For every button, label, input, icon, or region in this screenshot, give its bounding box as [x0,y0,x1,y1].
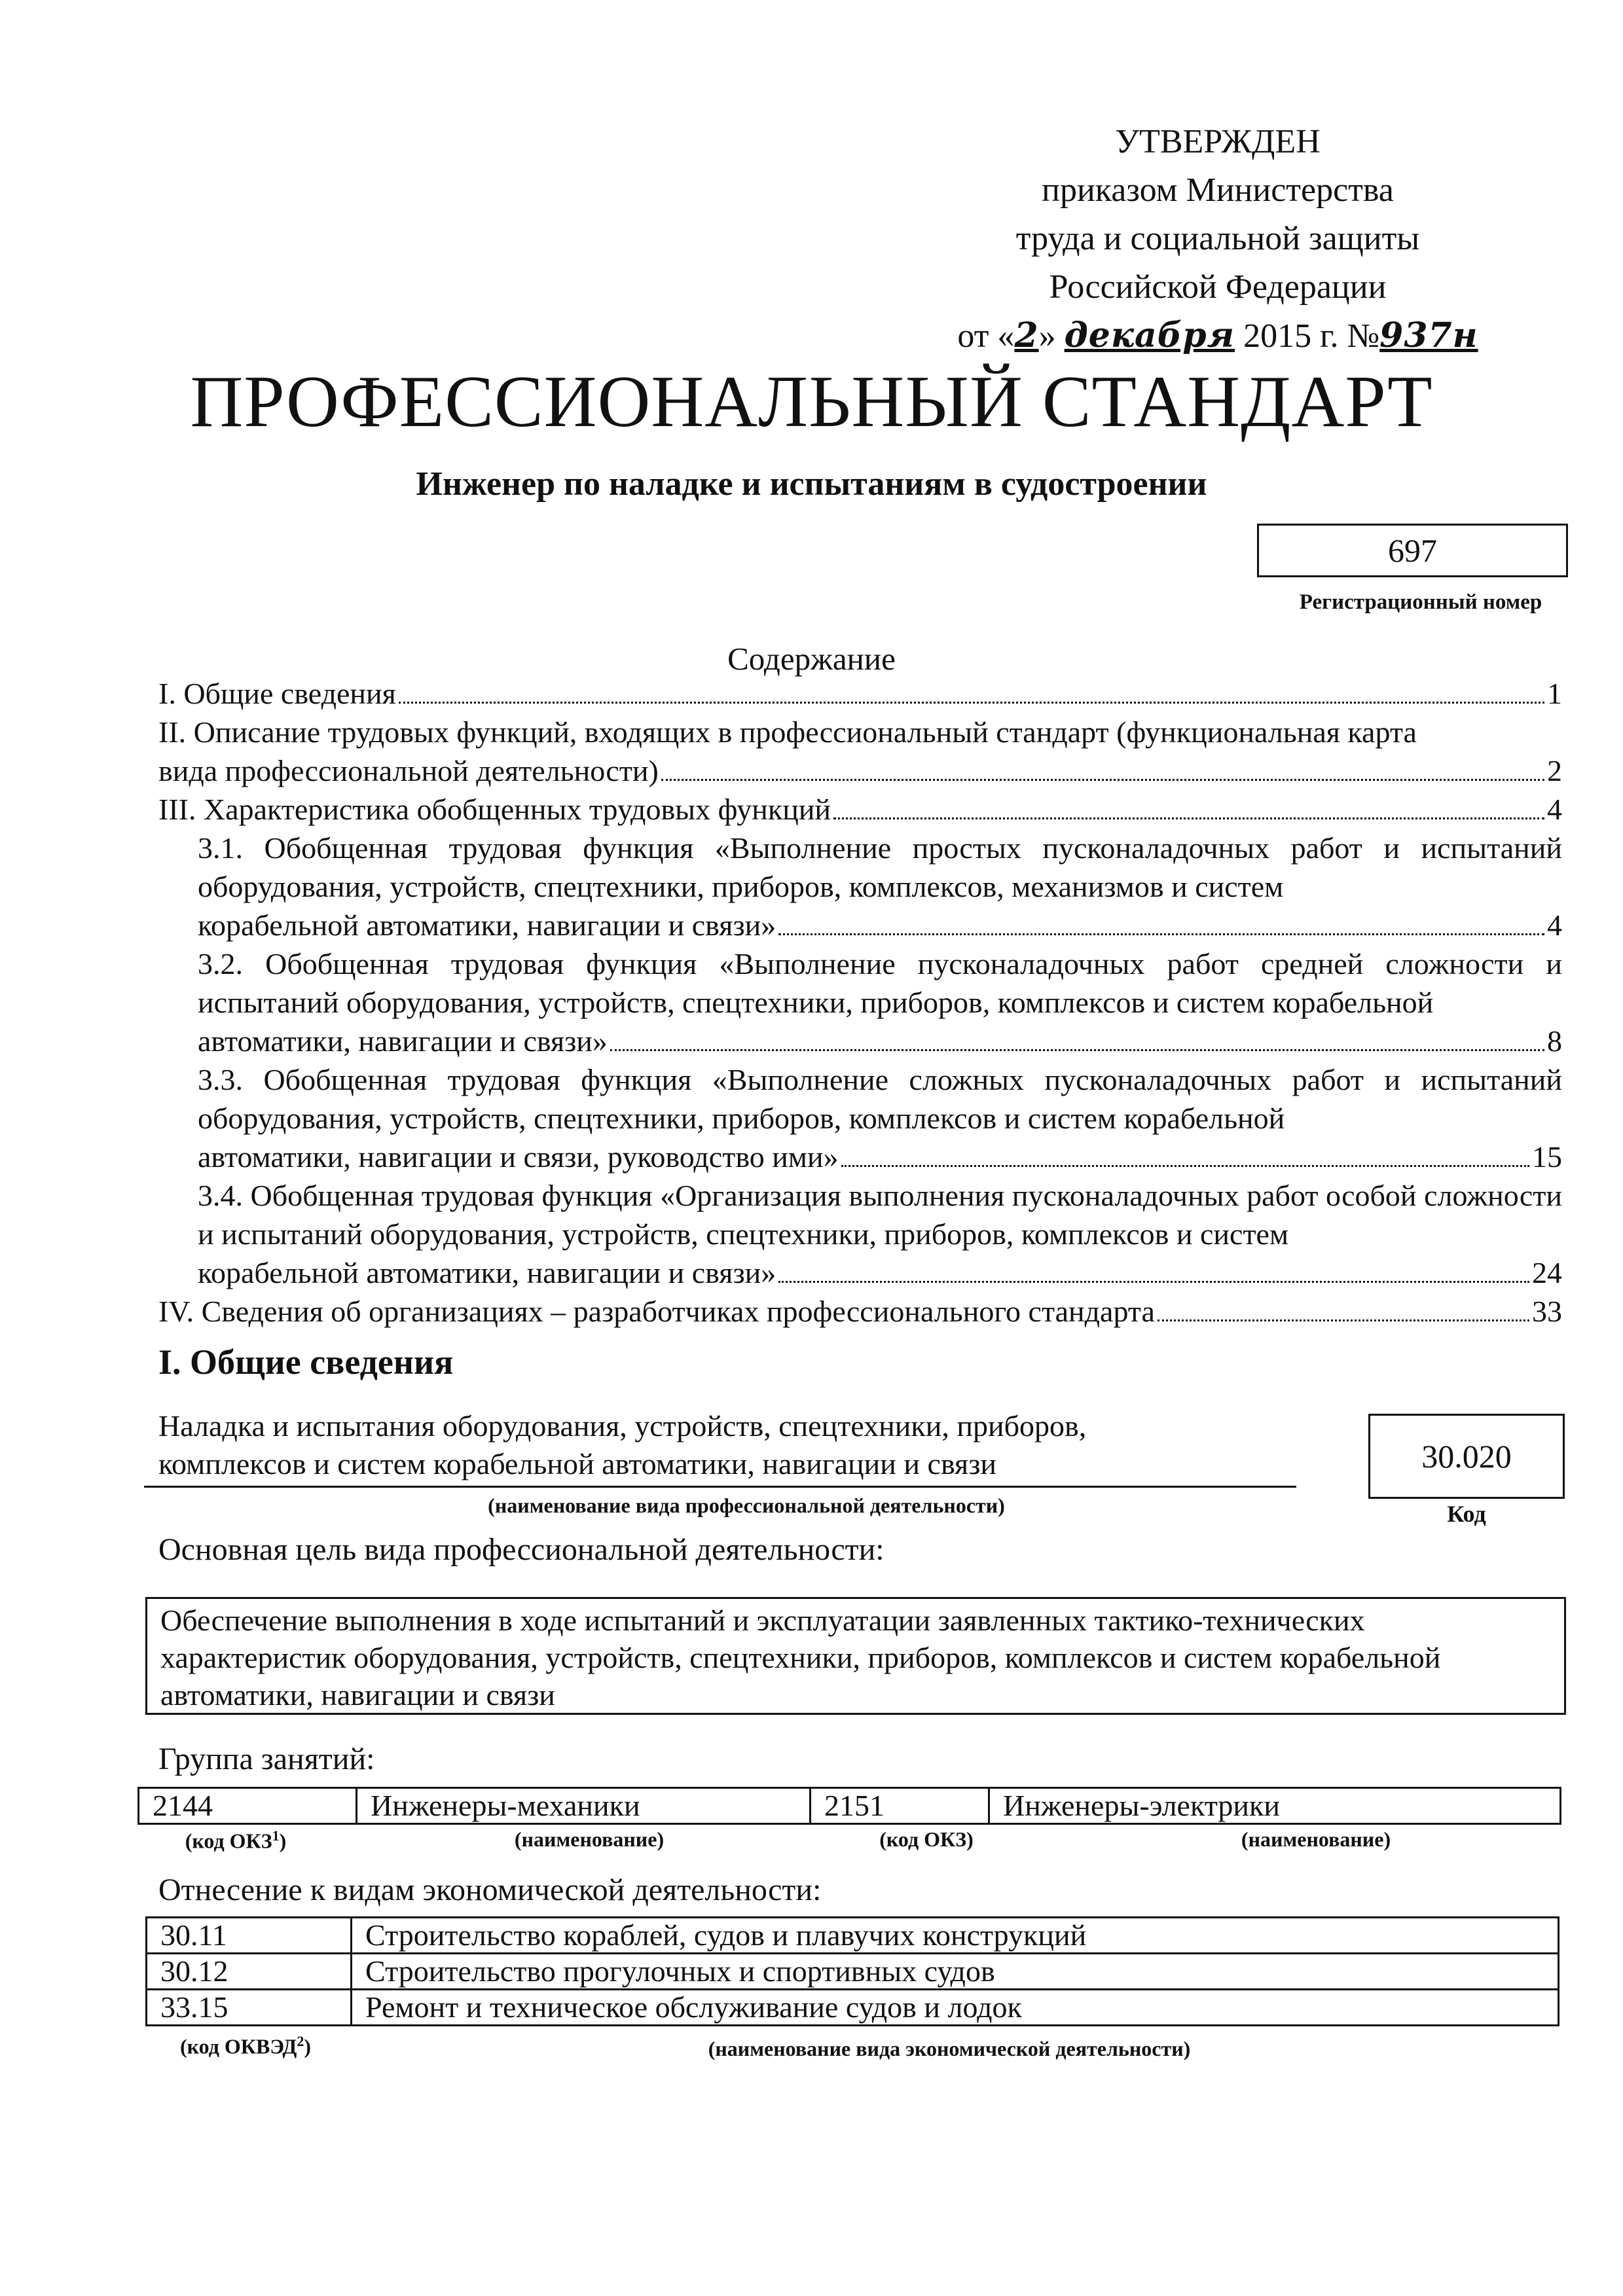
econ-code-cell: 33.15 [147,1990,352,2026]
econ-code-cell: 30.12 [147,1954,352,1990]
toc-entry-page: 4 [1547,793,1562,826]
toc-entry-text-end: корабельной автоматики, навигации и связи» [198,1256,776,1289]
document-subtitle: Инженер по наладке и испытаниям в судостроении [416,465,1207,503]
group-name-caption: (наименование) [1241,1827,1391,1851]
toc-entry-page: 2 [1547,754,1562,787]
group-code-cell: 2151 [811,1788,989,1824]
activity-line: комплексов и систем корабельной автоматики, навигации и связи [158,1447,997,1480]
econ-name-cell: Строительство прогулочных и спортивных судов [352,1954,1559,1990]
toc-entry-text-end: автоматики, навигации и связи, руководство ими» [198,1140,839,1174]
toc-entry[interactable] [158,790,1562,829]
approval-ministry: труда и социальной защиты [1015,220,1420,257]
footnote-mark: 2 [297,2033,304,2049]
activity-name [158,1407,1298,1483]
toc-entry[interactable] [158,944,1562,1060]
toc-entry-text: I. Общие сведения [158,677,396,710]
toc-entry[interactable] [158,713,1562,790]
toc-entry-page: 8 [1547,1024,1562,1058]
document-title: ПРОФЕССИОНАЛЬНЫЙ СТАНДАРТ [190,361,1433,442]
toc-entry-text: 3.4. Обобщенная трудовая функция «Организация выполнения пусконаладочных работ особой сложности и испытаний оборудования, устройств, спецтехники, приборов, комплексов и систем [198,1179,1562,1251]
date-month: декабря [1064,315,1235,355]
toc-entry-page: 1 [1547,677,1562,710]
toc-entry-text: III. Характеристика обобщенных трудовых функций [158,793,831,826]
date-prefix: от « [957,317,1015,355]
registration-number-box: 697 [1257,524,1568,577]
toc-entry-text: 3.3. Обобщенная трудовая функция «Выполнение сложных пусконаладочных работ и испытаний оборудования, устройств, спецтехники, приборов, комплексов и систем корабельной [198,1063,1562,1135]
toc-entry-text-end: корабельной автоматики, навигации и связи» [198,908,776,942]
date-day: 2 [1014,315,1039,355]
toc-entry[interactable] [158,674,1562,713]
approval-country: Российской Федерации [1049,268,1387,306]
toc-entry-text: II. Описание трудовых функций, входящих в профессиональный стандарт (функциональная карта [158,715,1417,749]
group-name-caption: (наименование) [514,1827,665,1851]
registration-number-label: Регистрационный номер [1299,590,1542,614]
econ-name-caption: (наименование вида экономической деятельности) [708,2037,1191,2060]
table-row [139,1788,1561,1824]
approval-order: приказом Министерства [1042,171,1394,209]
toc-entry-page: 33 [1532,1295,1562,1328]
goal-label: Основная цель вида профессиональной деятельности: [158,1532,884,1567]
toc-entry-page: 24 [1532,1256,1562,1289]
toc-entry-page: 4 [1547,908,1562,942]
date-year: 2015 г. № [1235,317,1380,355]
activity-underline [144,1486,1296,1488]
activity-caption: (наименование вида профессиональной деятельности) [488,1494,1005,1517]
table-row [147,1954,1559,1990]
occupation-group-table [137,1787,1561,1825]
activity-code-caption: Код [1447,1501,1486,1527]
econ-code-cell: 30.11 [147,1918,352,1954]
toc-entry[interactable] [158,1292,1562,1331]
group-name-cell: Инженеры-механики [357,1788,811,1824]
footnote-mark: 1 [272,1827,280,1844]
toc-title: Содержание [727,641,896,677]
date-mid: » [1038,317,1065,355]
activity-code-box: 30.020 [1368,1414,1565,1499]
group-name-cell: Инженеры-электрики [989,1788,1561,1824]
toc-entry[interactable] [158,1060,1562,1176]
group-code-caption: (код ОКЗ$^1$) [185,1827,287,1853]
approval-date [903,312,1532,361]
goal-box: Обеспечение выполнения в ходе испытаний и эксплуатации заявленных тактико-технических характеристик оборудования, устройств, спецтехники, приборов, комплексов и систем корабельной автоматики, навигации и связи [145,1597,1566,1715]
toc-entry-text: 3.2. Обобщенная трудовая функция «Выполнение пусконаладочных работ средней сложности и испытаний оборудования, устройств, спецтехники, приборов, комплексов и систем корабельной [198,947,1562,1019]
toc-entry-text: 3.1. Обобщенная трудовая функция «Выполнение простых пусконаладочных работ и испытаний оборудования, устройств, спецтехники, приборов, комплексов, механизмов и систем [198,831,1562,903]
group-code-cell: 2144 [139,1788,357,1824]
group-code-caption: (код ОКЗ) [879,1827,974,1851]
econ-label: Отнесение к видам экономической деятельности: [158,1873,822,1907]
approval-title: УТВЕРЖДЕН [1115,123,1321,160]
group-label: Группа занятий: [158,1742,375,1776]
econ-name-cell: Строительство кораблей, судов и плавучих конструкций [352,1918,1559,1954]
toc-entry-text: IV. Сведения об организациях – разработчиках профессионального стандарта [158,1295,1155,1328]
table-row [147,1918,1559,1954]
toc-entry-page: 15 [1532,1140,1562,1174]
toc-entry[interactable] [158,829,1562,944]
econ-code-caption: (код ОКВЭД$^2$) [179,2033,312,2058]
section-heading: I. Общие сведения [158,1342,454,1382]
approval-block [903,118,1532,361]
table-of-contents [158,674,1562,1331]
order-number: 937н [1379,315,1478,355]
econ-activity-table [145,1916,1559,2026]
toc-entry-text-end: вида профессиональной деятельности) [158,754,659,787]
econ-name-cell: Ремонт и техническое обслуживание судов и лодок [352,1990,1559,2026]
toc-entry-text-end: автоматики, навигации и связи» [198,1024,608,1058]
table-row [147,1990,1559,2026]
activity-line: Наладка и испытания оборудования, устройств, спецтехники, приборов, [158,1409,1087,1443]
toc-entry[interactable] [158,1176,1562,1292]
